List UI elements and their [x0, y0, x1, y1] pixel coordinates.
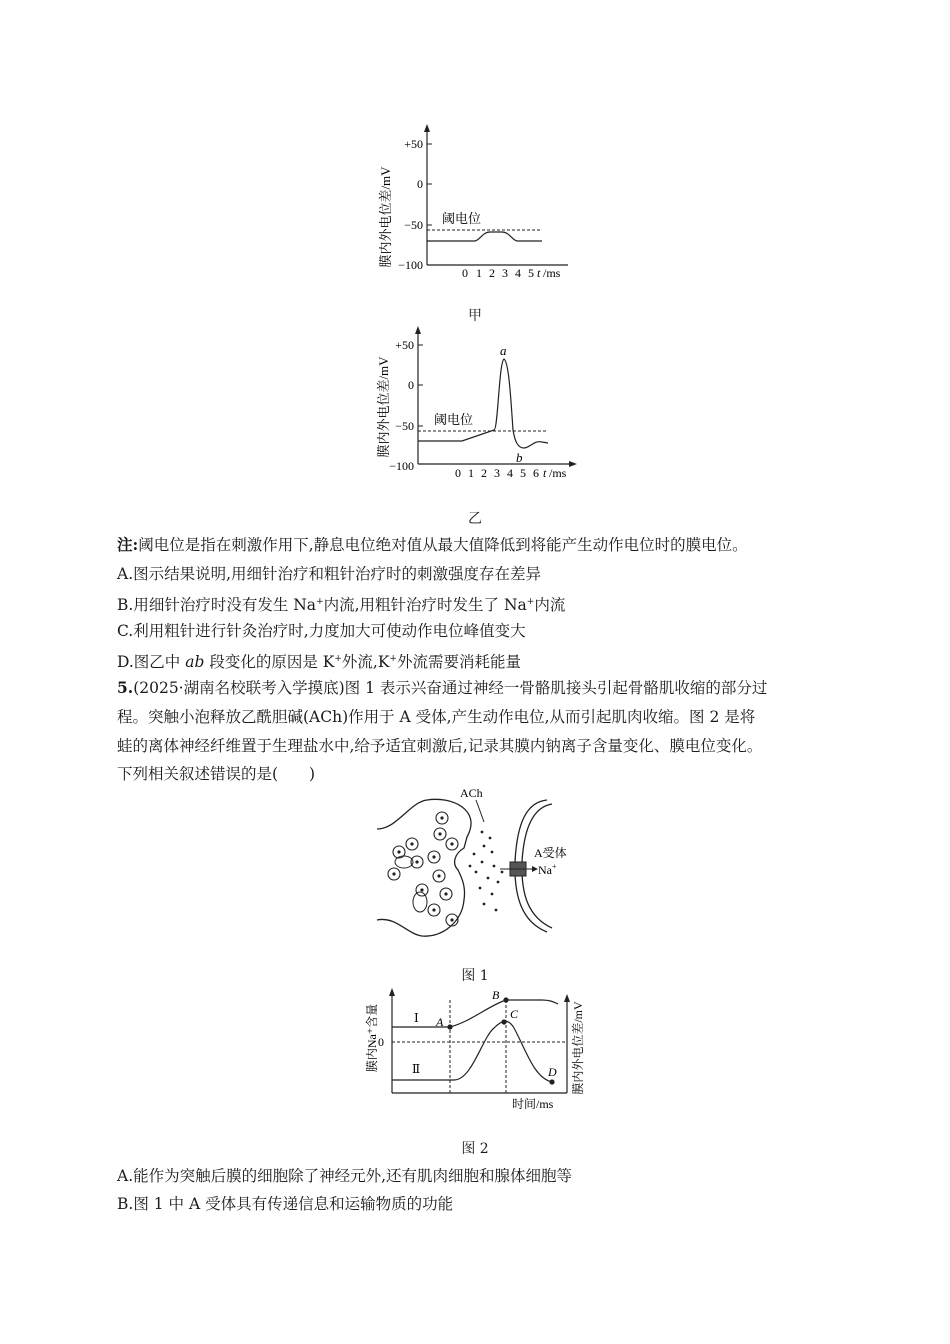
y-axis-arrow [424, 124, 430, 132]
x-tick: 6 [533, 466, 539, 480]
figure-yi-caption: 乙 [468, 511, 482, 527]
q5-option-b: B.图 1 中 A 受体具有传递信息和运输物质的功能 [117, 1195, 454, 1213]
curve-i-label: Ⅰ [414, 1011, 419, 1025]
zero-label: 0 [378, 1035, 384, 1049]
q4-option-d [117, 649, 521, 672]
y-axis-arrow [415, 326, 421, 334]
point-a-label: a [500, 343, 507, 358]
y-tick: −50 [395, 419, 414, 433]
point-d [549, 1079, 554, 1084]
superscript: + [334, 654, 342, 664]
y-axis-label: 膜内外电位差/mV [378, 166, 393, 268]
figure-2-caption: 图 2 [461, 1141, 489, 1157]
point-b [503, 997, 508, 1002]
y-tick: −100 [389, 459, 414, 473]
superscript: + [389, 654, 397, 664]
q5-stem-line-3: 蛙的离体神经纤维置于生理盐水中,给予适宜刺激后,记录其膜内钠离子含量变化、膜电位变化。 [117, 737, 763, 755]
x-tick: 0 [455, 466, 461, 480]
figure-jia-caption: 甲 [468, 308, 482, 324]
na-label: Na+ [538, 862, 557, 877]
option-d-text: 外流需要消耗能量 [396, 653, 521, 672]
y-tick: 0 [417, 177, 423, 191]
action-potential-curve [418, 359, 548, 448]
receptor-label: A受体 [534, 846, 567, 860]
synaptic-vesicles [388, 812, 458, 926]
x-axis-label-unit: /ms [549, 466, 567, 480]
x-tick: 5 [528, 266, 534, 280]
q5-stem-line-1 [117, 678, 767, 698]
option-d-ab: ab [185, 653, 205, 672]
figure-2 [362, 988, 592, 1118]
threshold-label: 阈电位 [434, 412, 474, 427]
q5-option-a: A.能作为突触后膜的细胞除了神经元外,还有肌肉细胞和腺体细胞等 [117, 1167, 573, 1185]
y-tick: −100 [398, 258, 423, 272]
ach-label: ACh [460, 786, 483, 800]
presynaptic-membrane [377, 799, 471, 936]
x-tick: 0 [462, 266, 468, 280]
option-b-text: B.用细针治疗时没有发生 Na [117, 596, 317, 615]
figure-1-caption: 图 1 [461, 968, 489, 984]
figure-jia [370, 122, 580, 287]
label-a: A [436, 1015, 444, 1029]
q5-stem-line-2: 程。突触小泡释放乙酰胆碱(ACh)作用于 A 受体,产生动作电位,从而引起肌肉收缩。图 2 是将 [117, 708, 756, 726]
x-tick: 4 [515, 266, 521, 280]
mitochondrion [413, 892, 427, 912]
right-axis-label: 膜内外电位差/mV [571, 1001, 585, 1095]
ach-pointer [476, 800, 484, 822]
x-tick: 3 [494, 466, 500, 480]
ach-molecules [469, 831, 504, 912]
note-line [117, 535, 748, 555]
mitochondrion [395, 856, 413, 868]
label-d: D [548, 1065, 557, 1079]
figure-yi [370, 322, 585, 492]
x-tick: 1 [468, 466, 474, 480]
y-tick: −50 [404, 218, 423, 232]
curve-ii-label: Ⅱ [412, 1062, 421, 1076]
x-axis-label: t [537, 266, 541, 280]
x-tick: 2 [489, 266, 495, 280]
potential-curve [427, 232, 542, 241]
q5-text: (2025·湖南名校联考入学摸底)图 1 表示兴奋通过神经一骨骼肌接头引起骨骼肌收缩的部分过 [133, 679, 768, 697]
vesicle-contents [392, 816, 453, 921]
y-axis-label: 膜内外电位差/mV [376, 356, 391, 458]
x-axis-label: 时间/ms [512, 1097, 554, 1111]
x-tick: 1 [476, 266, 482, 280]
q4-option-a: A.图示结果说明,用细针治疗和粗针治疗时的刺激强度存在差异 [117, 565, 542, 583]
q5-stem-line-4: 下列相关叙述错误的是( ) [117, 765, 316, 783]
option-b-text: 内流,用粗针治疗时发生了 Na [323, 596, 527, 615]
q4-option-c: C.利用粗针进行针灸治疗时,力度加大可使动作电位峰值变大 [117, 622, 526, 640]
y-tick: +50 [404, 137, 423, 151]
label-b: B [492, 988, 500, 1002]
left-axis-label: 膜内Na⁺含量 [365, 1003, 379, 1073]
label-c: C [510, 1007, 519, 1021]
x-tick: 2 [481, 466, 487, 480]
option-d-text: D.图乙中 [117, 653, 186, 672]
point-c [501, 1019, 506, 1024]
superscript: + [316, 597, 324, 607]
option-d-text: 段变化的原因是 K [204, 653, 335, 672]
q4-option-b [117, 592, 565, 615]
y-tick: +50 [395, 338, 414, 352]
threshold-label: 阈电位 [442, 211, 482, 226]
point-a [447, 1024, 452, 1029]
x-axis-label: t [543, 466, 547, 480]
y-tick: 0 [408, 378, 414, 392]
x-axis-label-unit: /ms [543, 266, 561, 280]
note-label: 注: [117, 535, 139, 554]
x-axis-arrow [569, 461, 577, 467]
note-text: 阈电位是指在刺激作用下,静息电位绝对值从最大值降低到将能产生动作电位时的膜电位。 [138, 536, 748, 554]
figure-1-synapse [372, 782, 597, 947]
q5-number: 5. [117, 678, 134, 697]
x-tick: 4 [507, 466, 513, 480]
option-b-text: 内流 [534, 596, 566, 615]
x-tick: 5 [520, 466, 526, 480]
option-d-text: 外流,K [341, 653, 390, 672]
x-tick: 3 [502, 266, 508, 280]
point-b-label: b [516, 450, 523, 465]
superscript: + [526, 597, 535, 607]
